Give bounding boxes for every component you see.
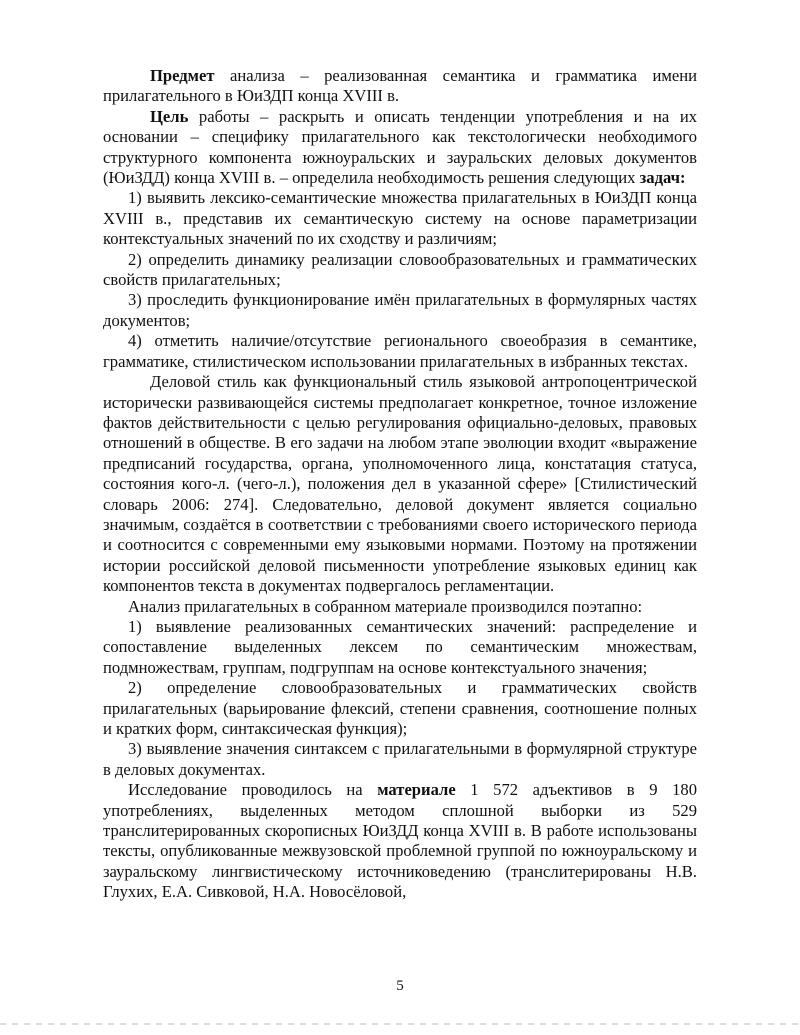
bold-term-material: материале (377, 780, 456, 800)
stage-item-3: 3) выявление значения синтаксем с прилагательными в формулярной структуре в деловых документах. (103, 739, 697, 779)
stage-item-2: 2) определение словообразовательных и грамматических свойств прилагательных (варьирование флексий, степени сравнения, соотношение полных и кратких форм, синтаксическая функция); (103, 678, 697, 738)
page-number: 5 (396, 978, 404, 994)
paragraph-material (103, 780, 697, 902)
paragraph-subject (103, 66, 697, 107)
paragraph-analysis: Анализ прилагательных в собранном материале производился поэтапно: (128, 596, 643, 616)
task-item-3: 3) проследить функционирование имён прилагательных в формулярных частях документов; (103, 290, 697, 330)
bold-term-subject: Предмет (150, 66, 215, 85)
paragraph-text: анализа – реализованная семантика и грамматика имени прилагательного в ЮиЗДП конца XVIII в. (103, 66, 697, 106)
paragraph-text: Исследование проводилось на (128, 780, 378, 800)
paragraph-business-style: Деловой стиль как функциональный стиль языковой антропоцентрической исторически развивающейся системы предполагает конкретное, точное изложение фактов действительности с целью регулирования официально-деловых, правовых отношений в обществе. В его задачи на любом этапе эволюции входит «выражение предписаний государства, органа, уполномоченного лица, констатация статуса, состояния кого-л. (чего-л.), положения дел в указанной сфере» [Стилистический словарь 2006: 274]. Следовательно, деловой документ является социально значимым, создаётся в соответствии с требованиями своего исторического периода и соотносится с современными ему языковыми нормами. Поэтому на протяжении истории российской деловой письменности употребление языковых единиц как компонентов текста в документах подвергалось регламентации. (103, 372, 697, 596)
scan-edge-divider (0, 1023, 800, 1025)
paragraph-aim (103, 107, 697, 189)
stage-item-1: 1) выявление реализованных семантических значений: распределение и сопоставление выделенных лексем по семантическим множествам, подмножествам, группам, подгруппам на основе контекстуального значения; (103, 616, 697, 677)
task-item-2: 2) определить динамику реализации словообразовательных и грамматических свойств прилагательных; (103, 249, 697, 290)
document-body (103, 66, 697, 903)
task-item-1: 1) выявить лексико-семантические множества прилагательных в ЮиЗДП конца XVIII в., представив их семантическую систему на основе параметризации контекстуальных значений по их сходству и различиям; (103, 188, 697, 249)
task-item-4: 4) отметить наличие/отсутствие регионального своеобразия в семантике, грамматике, стилистическом использовании прилагательных в избранных текстах. (103, 331, 697, 371)
bold-term-aim: Цель (150, 106, 189, 126)
paragraph-text: 1 572 адъективов в 9 180 употреблениях, выделенных методом сплошной выборки из 529 транслитерированных скорописных ЮиЗДД конца XVIII в. В работе использованы тексты, опубликованные межвузовской проблемной группой по южноуральскому и зауральскому лингвистическому источниковедению (транслитерированы Н.В. Глухих, Е.А. Сивковой, Н.А. Новосёловой, (103, 780, 697, 902)
paragraph-text: работы – раскрыть и описать тенденции употребления и на их основании – специфику прилагательного как текстологически необходимого структурного компонента южноуральских и зауральских деловых документов (ЮиЗДД) конца XVIII в. – определила необходимость решения следующих (103, 106, 697, 188)
bold-term-tasks: задач: (639, 168, 686, 188)
